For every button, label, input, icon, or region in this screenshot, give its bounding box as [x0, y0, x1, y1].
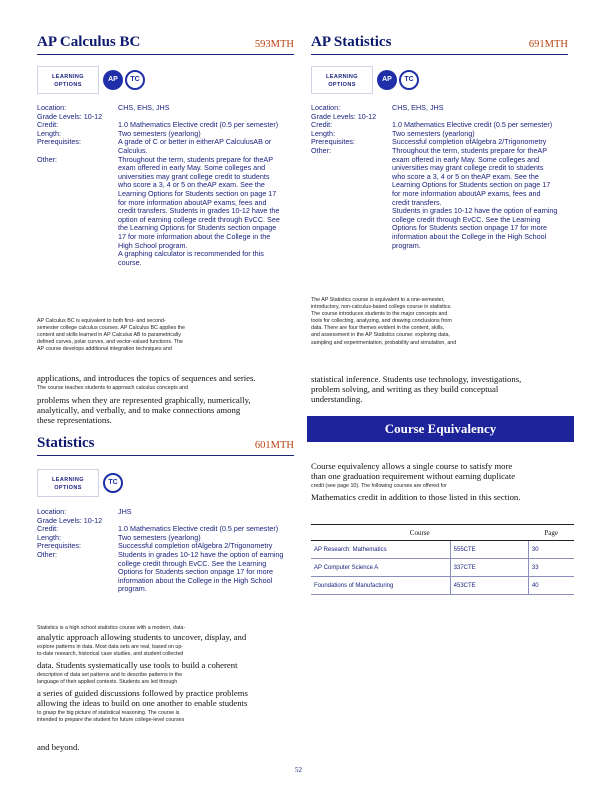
- info-label: Grade Levels: 10-12: [37, 515, 103, 525]
- page-number: 52: [295, 766, 302, 774]
- info-value: JHS: [118, 507, 132, 516]
- stats-header: [311, 32, 568, 55]
- stats-learning-options-label: LEARNING OPTIONS: [326, 74, 358, 88]
- info-label: Grade Levels: 10-12: [311, 111, 377, 121]
- equivalency-text2: Mathematics credit in addition to those listed in this section.: [311, 492, 521, 502]
- page-column-header: Page: [528, 525, 574, 541]
- college-credit-icon: TC: [399, 70, 419, 90]
- stats-learning-options: [311, 66, 373, 94]
- statistics-desc-b1: analytic approach allowing students to uncover, display, and: [37, 632, 247, 642]
- calc-desc-big1: applications, and introduces the topics of sequences and series.: [37, 373, 256, 383]
- info-label: Prerequisites:: [37, 137, 81, 147]
- info-label: Grade Levels: 10-12: [37, 111, 103, 121]
- statistics-desc-b4: and beyond.: [37, 742, 80, 752]
- calc-info: [37, 104, 294, 267]
- info-value: Successful completion ofAlgebra 2/Trigonometry: [118, 541, 273, 551]
- info-label: Credit:: [37, 524, 59, 534]
- info-label: Location:: [37, 507, 67, 516]
- table-header-row: [311, 525, 574, 541]
- equivalency-small: credit (see page 10). The following courses are offered for: [311, 483, 447, 489]
- statistics-desc-b3: a series of guided discussions followed by practice problems allowing the ideas to build on one another to enable students: [37, 688, 248, 709]
- statistics-title: Statistics: [37, 435, 95, 451]
- info-value: Two semesters (yearlong): [118, 532, 201, 542]
- calc-desc-big2: problems when they are represented graphically, numerically, analytically, and verbally, and to make connections among these representations.: [37, 395, 251, 426]
- info-label: Length:: [37, 532, 61, 542]
- info-value: Two semesters (yearlong): [392, 128, 475, 138]
- course-name: AP Research: Mathematics: [311, 541, 450, 559]
- course-name: Foundations of Manufacturing: [311, 577, 450, 595]
- info-label: Other:: [37, 549, 57, 559]
- calc-code: 593MTH: [254, 39, 294, 50]
- info-label: Credit:: [37, 120, 59, 130]
- info-label: Prerequisites:: [311, 137, 355, 147]
- info-label: Location:: [311, 103, 341, 112]
- stats-desc-big: statistical inference. Students use technology, investigations, problem solving, and writing as they build conceptual understanding.: [311, 374, 522, 405]
- equivalency-table: [311, 524, 574, 595]
- table-row: [311, 577, 574, 595]
- college-credit-icon: TC: [125, 70, 145, 90]
- info-label: Credit:: [311, 120, 333, 130]
- calc-learning-options: [37, 66, 99, 94]
- statistics-learning-options-label: LEARNING OPTIONS: [52, 477, 84, 491]
- statistics-header: [37, 433, 294, 456]
- stats-info: [311, 104, 574, 250]
- stats-desc-small: The AP Statistics course is equivalent to a one-semester, introductory, non-calculus-based college course in statistics. The course introduces students to the major concepts and tools for collecting, analyzing, and drawing conclusions from data. There are four themes evident in the content, skills, and assessment in the AP Statistics course: exploring data, sampling and experimentation, probability and simulation, and: [311, 297, 457, 346]
- stats-code: 691MTH: [528, 39, 568, 50]
- statistics-desc-s1: Statistics is a high school statistics course with a modern, data-: [37, 625, 186, 631]
- course-page: 33: [528, 559, 574, 577]
- table-row: [311, 559, 574, 577]
- course-page: 40: [528, 577, 574, 595]
- info-label: Other:: [37, 154, 57, 164]
- stats-title: AP Statistics: [311, 34, 392, 50]
- info-value: Students in grades 10-12 have the option of earning college credit through EvCC. See the Learning Options for Students section onpage 17 for more information about the College in the High School program.: [118, 549, 284, 594]
- info-label: Length:: [37, 128, 61, 138]
- statistics-desc-b2: data. Students systematically use tools to build a coherent: [37, 660, 238, 670]
- calc-desc-small: AP Calculus BC is equivalent to both first- and second- semester college calculus courses. AP Calculus BC applies the content and skills learned in AP Calculus AB to parametrically defined curves, polar curves, and vector-valued functions. The AP course develops additional integration techniques and: [37, 318, 185, 353]
- course-code: 337CTE: [450, 559, 528, 577]
- calc-learning-options-label: LEARNING OPTIONS: [52, 74, 84, 88]
- course-code: 453CTE: [450, 577, 528, 595]
- info-value: A grade of C or better in eitherAP CalculusAB or Calculus.: [118, 137, 272, 155]
- course-name: AP Computer Science A: [311, 559, 450, 577]
- statistics-learning-options: [37, 469, 99, 497]
- info-label: Prerequisites:: [37, 541, 81, 551]
- course-equivalency-banner: Course Equivalency: [307, 416, 574, 442]
- statistics-desc-s3: description of data set patterns and to describe patterns in the language of their applied contexts. Students are led through: [37, 672, 183, 686]
- table-row: [311, 541, 574, 559]
- info-row: [37, 551, 294, 594]
- info-label: Other:: [311, 145, 331, 155]
- info-value: Throughout the term, students prepare for theAP exam offered in early May. Some colleges and universities may grant college credit to students who score a 3, 4 or 5 on theAP exam. See the Learning Options for Students section on page 17 for more information aboutAP exams, fees and credit transfers. Students in grades 10-12 have the option of earning college credit through EvCC. See the Learning Options for Students section onpage 17 for more information about the College in the High School program.: [392, 145, 558, 250]
- info-value: Two semesters (yearlong): [118, 128, 201, 138]
- info-value: CHS, EHS, JHS: [118, 103, 170, 112]
- course-code: 555CTE: [450, 541, 528, 559]
- statistics-code: 601MTH: [254, 440, 294, 451]
- statistics-desc-s2: explore patterns in data. Most data sets are real, based on up- to-date research, historical case studies, and student collected: [37, 644, 184, 658]
- info-value: CHS, EHS, JHS: [392, 103, 444, 112]
- calc-title: AP Calculus BC: [37, 34, 141, 50]
- course-page: 30: [528, 541, 574, 559]
- info-value: Successful completion ofAlgebra 2/Trigonometry: [392, 137, 547, 147]
- info-label: Location:: [37, 103, 67, 112]
- info-value: 1.0 Mathematics Elective credit (0.5 per semester): [118, 120, 279, 130]
- statistics-desc-s4: to grasp the big picture of statistical reasoning. The course is intended to prepare the student for future college-level courses: [37, 710, 185, 724]
- equivalency-text1: Course equivalency allows a single course to satisfy more than one graduation requirement without earning duplicate: [311, 461, 516, 482]
- info-row: [37, 156, 294, 268]
- info-row: [311, 147, 574, 250]
- info-value: 1.0 Mathematics Elective credit (0.5 per semester): [392, 120, 553, 130]
- calc-header: [37, 32, 294, 55]
- ap-icon: AP: [103, 70, 123, 90]
- ap-icon: AP: [377, 70, 397, 90]
- calc-desc-small2: The course teaches students to approach calculus concepts and: [37, 385, 189, 391]
- info-row: [37, 138, 294, 155]
- course-column-header: Course: [311, 525, 528, 541]
- statistics-info: [37, 508, 294, 594]
- college-credit-icon: TC: [103, 473, 123, 493]
- info-value: 1.0 Mathematics Elective credit (0.5 per semester): [118, 524, 279, 534]
- info-label: Length:: [311, 128, 335, 138]
- info-value: Throughout the term, students prepare for theAP exam offered in early May. Some colleges and universities may grant college credit to students who score a 3, 4 or 5 on theAP exam. See the Learning Options for Students section on page 17 for more information aboutAP exams, fees and credit transfers. Students in grades 10-12 have the option of earning college credit through EvCC. See the Learning Options for Students section onpage 17 for more information about the College in the High School program. A graphing calculator is recommended for this course.: [118, 154, 280, 267]
